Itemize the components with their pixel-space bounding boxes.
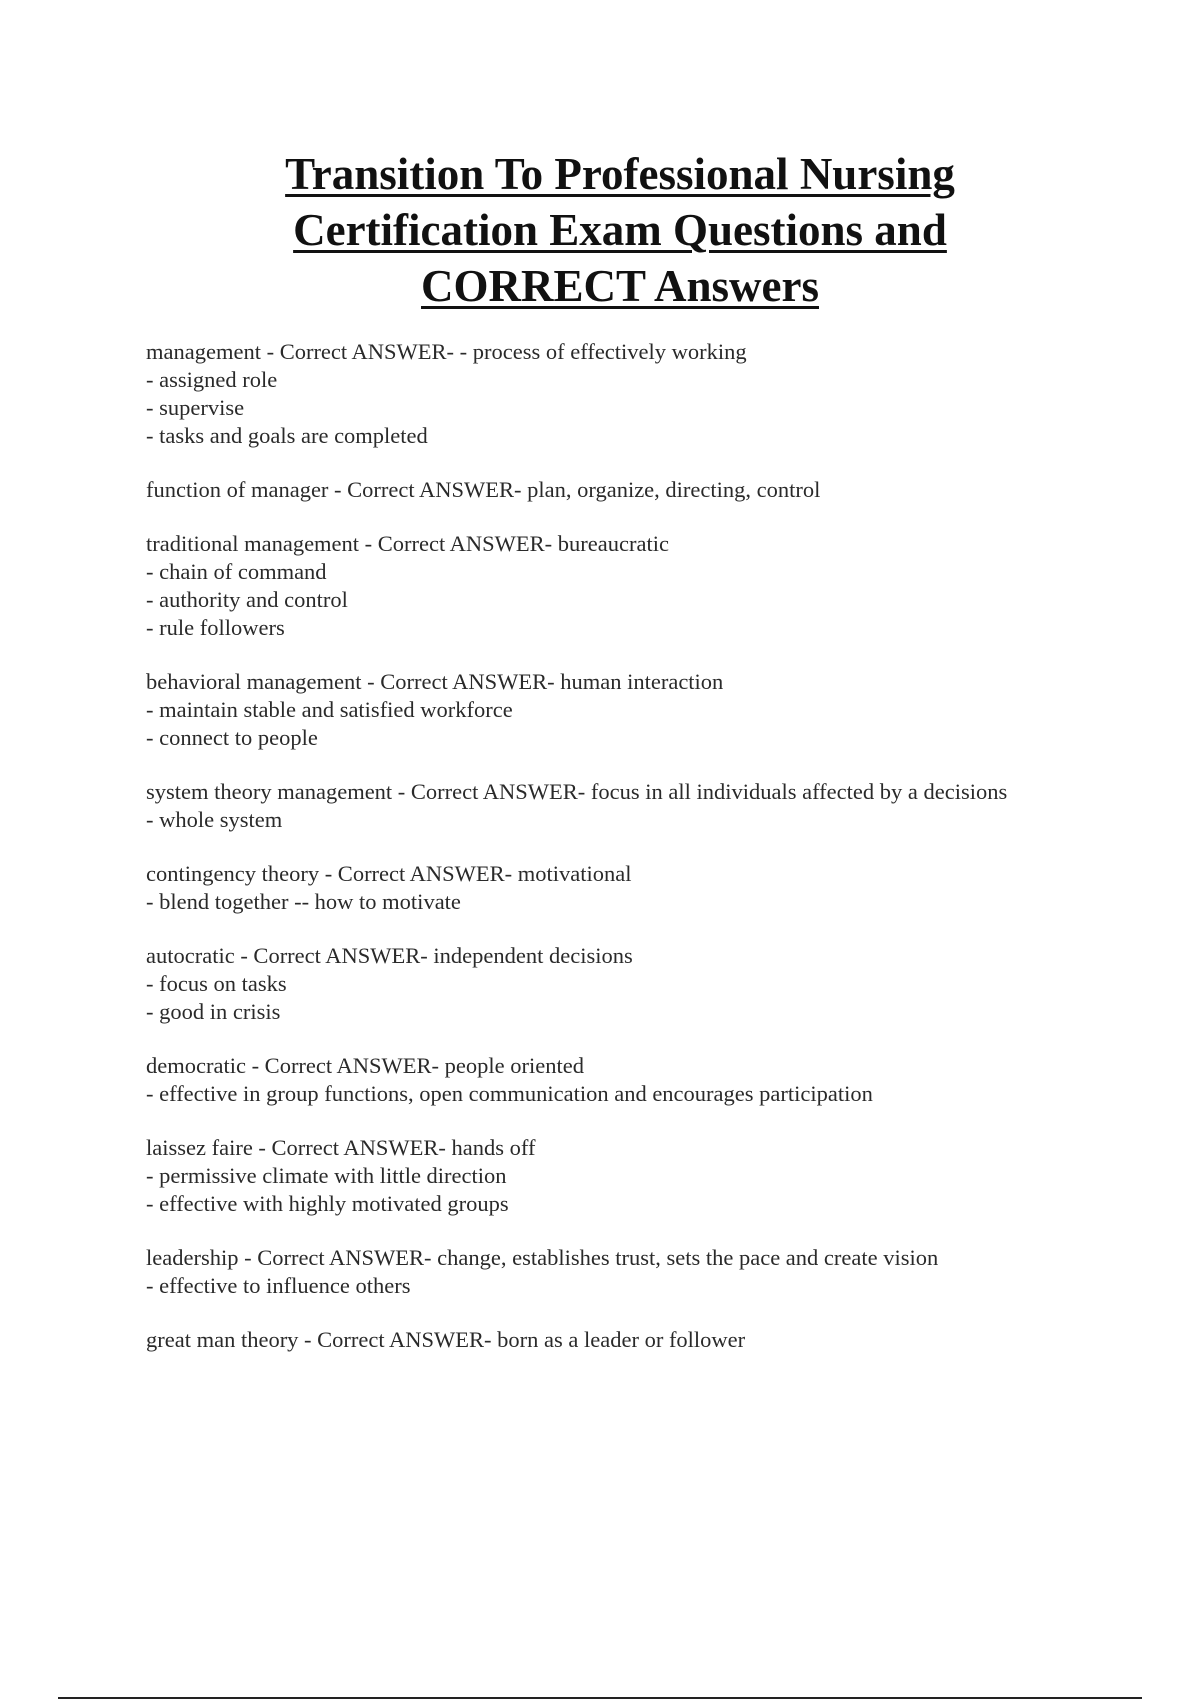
qa-detail-line: - focus on tasks (146, 971, 287, 996)
qa-detail-line: - permissive climate with little direction (146, 1163, 507, 1188)
title-line-3: CORRECT Answers (421, 261, 819, 311)
qa-question-line: laissez faire - Correct ANSWER- hands off (146, 1135, 536, 1160)
qa-detail-line: - effective to influence others (146, 1273, 411, 1298)
qa-detail-line: - rule followers (146, 615, 285, 640)
qa-question-line: contingency theory - Correct ANSWER- motivational (146, 861, 632, 886)
qa-question-line: system theory management - Correct ANSWER- focus in all individuals affected by a decisions (146, 779, 1008, 804)
qa-entry-function-of-manager (146, 476, 1106, 504)
qa-entry-leadership (146, 1244, 1106, 1300)
qa-detail-line: - tasks and goals are completed (146, 423, 428, 448)
qa-detail-line: - authority and control (146, 587, 348, 612)
qa-detail-line: - effective with highly motivated groups (146, 1191, 509, 1216)
qa-question-line: democratic - Correct ANSWER- people oriented (146, 1053, 584, 1078)
qa-question-line: function of manager - Correct ANSWER- plan, organize, directing, control (146, 477, 821, 502)
qa-entry-management (146, 338, 1106, 450)
qa-detail-line: - maintain stable and satisfied workforce (146, 697, 513, 722)
title-line-2: Certification Exam Questions and (293, 205, 947, 255)
qa-question-line: traditional management - Correct ANSWER- bureaucratic (146, 531, 669, 556)
qa-question-line: management - Correct ANSWER- - process of effectively working (146, 339, 747, 364)
qa-detail-line: - chain of command (146, 559, 327, 584)
title-line-1: Transition To Professional Nursing (285, 149, 955, 199)
qa-question-line: behavioral management - Correct ANSWER- human interaction (146, 669, 724, 694)
qa-detail-line: - assigned role (146, 367, 278, 392)
qa-entry-laissez-faire (146, 1134, 1106, 1218)
qa-detail-line: - whole system (146, 807, 283, 832)
qa-question-line: leadership - Correct ANSWER- change, establishes trust, sets the pace and create vision (146, 1245, 939, 1270)
qa-detail-line: - effective in group functions, open communication and encourages participation (146, 1081, 873, 1106)
page-bottom-rule (58, 1697, 1142, 1699)
qa-entry-traditional-management (146, 530, 1106, 642)
qa-entry-contingency-theory (146, 860, 1106, 916)
qa-entry-democratic (146, 1052, 1106, 1108)
qa-detail-line: - good in crisis (146, 999, 281, 1024)
qa-entry-autocratic (146, 942, 1106, 1026)
document-title (160, 146, 1080, 314)
qa-detail-line: - connect to people (146, 725, 318, 750)
qa-list (146, 338, 1106, 1380)
qa-entry-behavioral-management (146, 668, 1106, 752)
qa-entry-system-theory-management (146, 778, 1106, 834)
qa-detail-line: - blend together -- how to motivate (146, 889, 461, 914)
qa-entry-great-man-theory (146, 1326, 1106, 1354)
qa-question-line: great man theory - Correct ANSWER- born as a leader or follower (146, 1327, 746, 1352)
qa-question-line: autocratic - Correct ANSWER- independent decisions (146, 943, 633, 968)
qa-detail-line: - supervise (146, 395, 245, 420)
